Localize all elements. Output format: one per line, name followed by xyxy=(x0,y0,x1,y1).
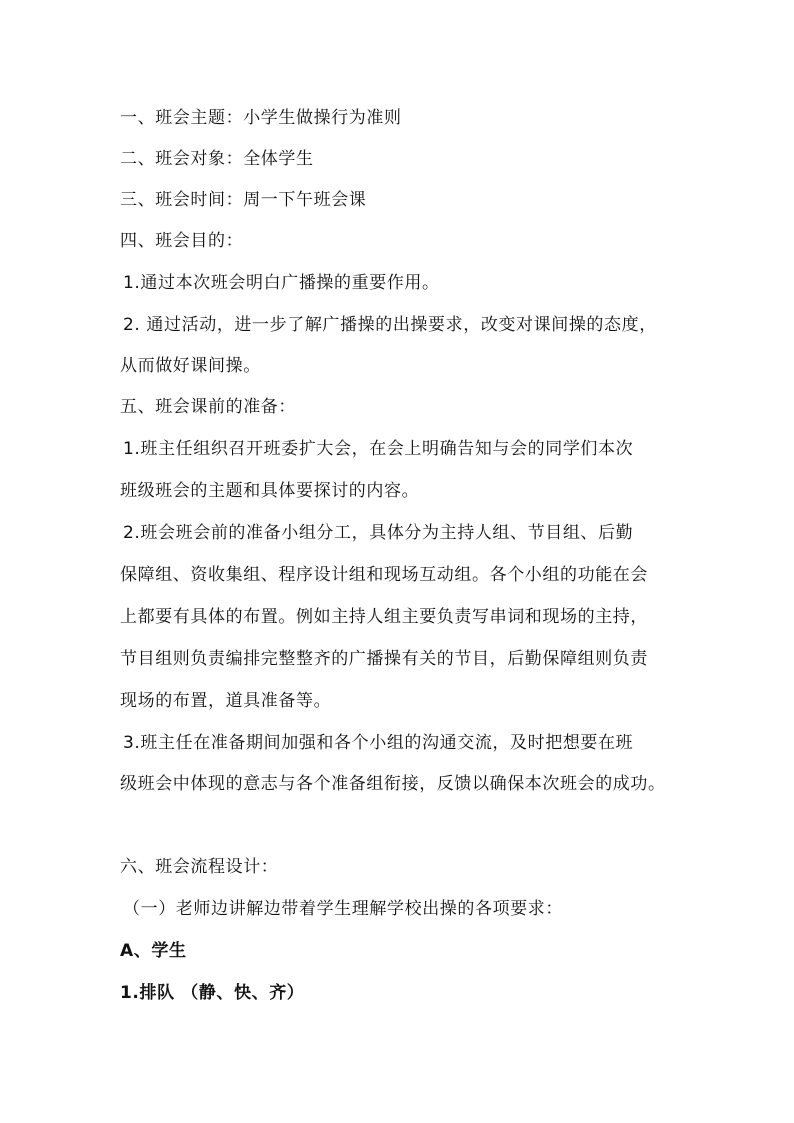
prep-item-1-cont: 班级班会的主题和具体要探讨的内容。 xyxy=(120,481,420,501)
heading-flow: 六、班会流程设计： xyxy=(120,857,279,877)
flow-section-a: A、学生 xyxy=(120,941,187,961)
purpose-item-1: 1.通过本次班会明白广播操的重要作用。 xyxy=(123,273,440,293)
purpose-item-2-cont: 从而做好课间操。 xyxy=(120,356,261,376)
heading-audience: 二、班会对象：全体学生 xyxy=(120,149,314,169)
prep-item-3: 3.班主任在准备期间加强和各个小组的沟通交流，及时把想要在班 xyxy=(123,733,634,753)
prep-item-2-cont-4: 现场的布置，道具准备等。 xyxy=(120,691,332,711)
prep-item-2-cont-3: 节目组则负责编排完整整齐的广播操有关的节目，后勤保障组则负责 xyxy=(120,649,648,669)
prep-item-2-cont-2: 上都要有具体的布置。例如主持人组主要负责写串词和现场的主持， xyxy=(120,607,648,627)
flow-subheading-1: （一）老师边讲解边带着学生理解学校出操的各项要求： xyxy=(123,899,563,919)
purpose-item-2: 2. 通过活动，进一步了解广播操的出操要求，改变对课间操的态度， xyxy=(123,315,657,335)
heading-time: 三、班会时间：周一下午班会课 xyxy=(120,190,367,210)
prep-item-2-cont-1: 保障组、资收集组、程序设计组和现场互动组。各个小组的功能在会 xyxy=(120,565,648,585)
flow-item-1: 1.排队 （静、快、齐） xyxy=(120,983,305,1003)
heading-preparation: 五、班会课前的准备： xyxy=(120,397,296,417)
prep-item-2: 2.班会班会前的准备小组分工，具体分为主持人组、节目组、后勤 xyxy=(123,523,634,543)
heading-purpose: 四、班会目的： xyxy=(120,231,244,251)
heading-theme: 一、班会主题：小学生做操行为准则 xyxy=(120,108,402,128)
prep-item-3-cont: 级班会中体现的意志与各个准备组衔接，反馈以确保本次班会的成功。 xyxy=(120,774,666,794)
prep-item-1: 1.班主任组织召开班委扩大会，在会上明确告知与会的同学们本次 xyxy=(123,439,634,459)
